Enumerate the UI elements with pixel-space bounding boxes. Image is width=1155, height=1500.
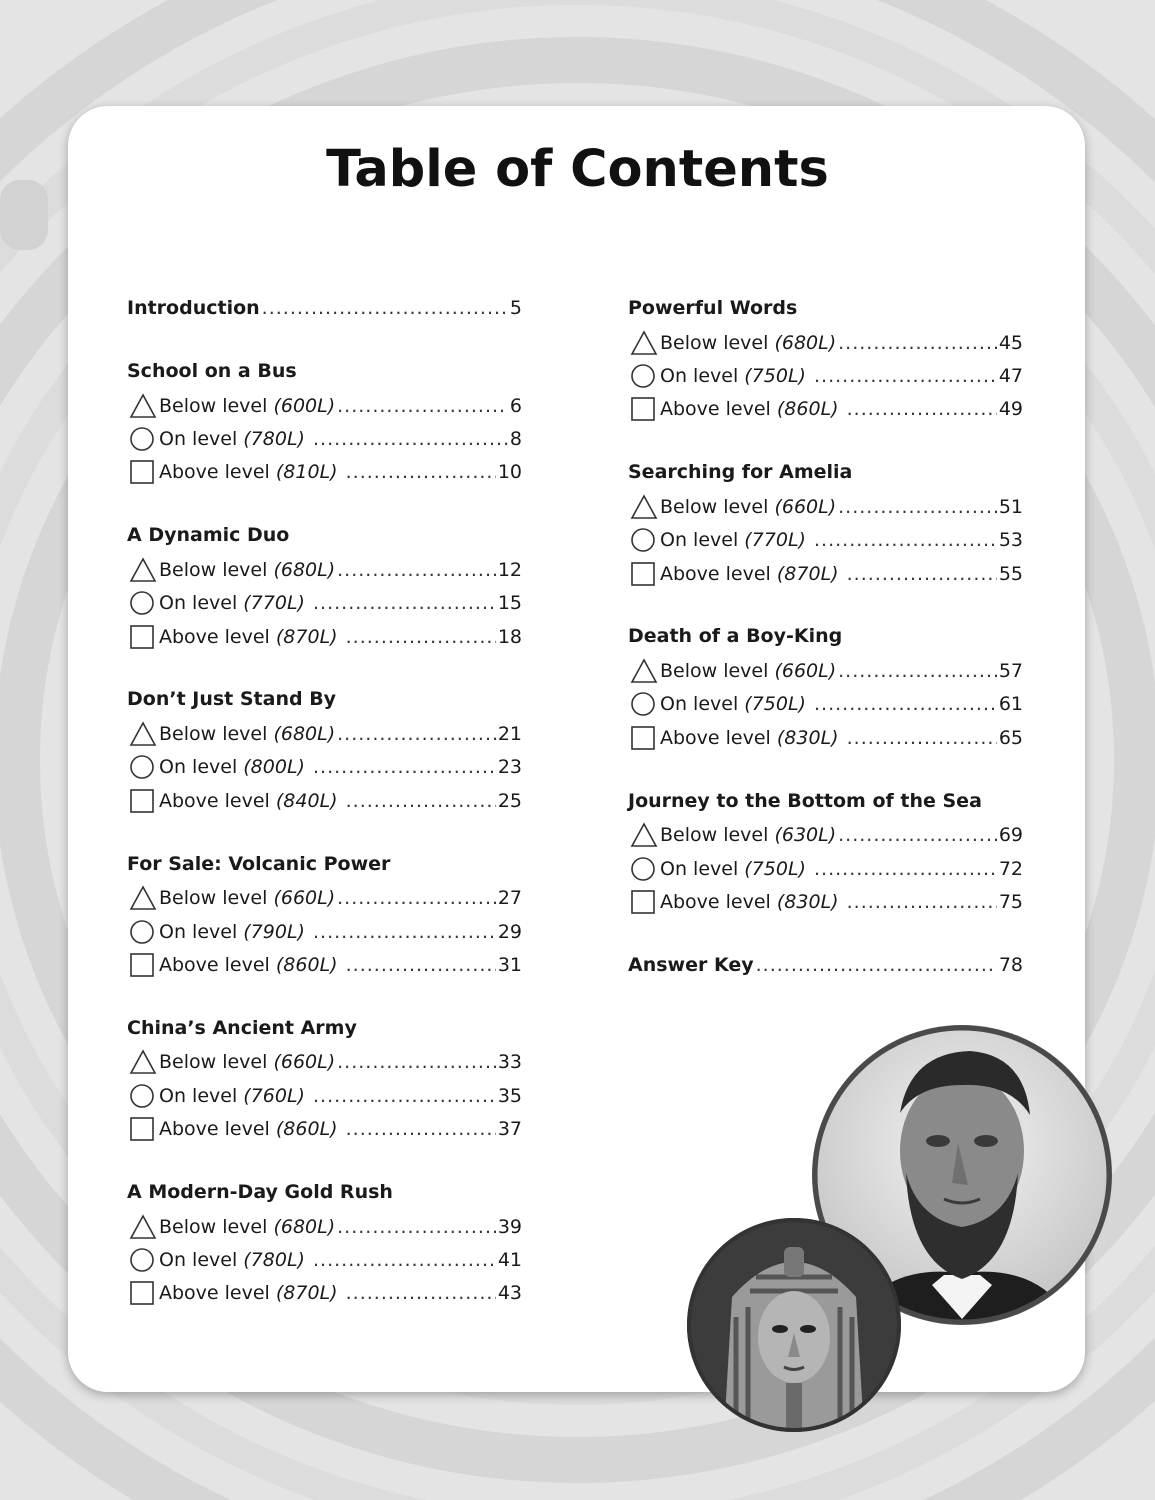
leader-dots	[313, 1249, 496, 1271]
page-number: 53	[998, 529, 1023, 552]
level-name: Above level	[660, 890, 771, 913]
square-icon	[630, 396, 658, 422]
toc-entry-below-level[interactable]	[127, 717, 522, 750]
leader-dots	[847, 891, 997, 913]
section-heading: Searching for Amelia	[628, 461, 853, 484]
level-name: On level	[159, 1248, 238, 1271]
level-shape	[628, 889, 660, 915]
triangle-icon	[630, 494, 658, 520]
entry-label	[660, 693, 806, 715]
circle-icon	[129, 590, 157, 616]
entry-label	[159, 428, 305, 450]
toc-entry-on-level[interactable]	[127, 751, 522, 784]
toc-entry-below-level[interactable]	[127, 1046, 522, 1079]
page-number: 6	[509, 394, 522, 417]
entry-label	[660, 891, 839, 913]
lexile-level: (870L)	[275, 1282, 338, 1305]
triangle-icon	[129, 885, 157, 911]
toc-entry-above-level[interactable]	[628, 885, 1023, 918]
section-heading: A Dynamic Duo	[127, 524, 290, 547]
level-shape	[127, 1214, 159, 1240]
toc-entry-above-level[interactable]	[628, 393, 1023, 426]
lexile-level: (680L)	[273, 558, 336, 581]
leader-dots	[346, 1118, 496, 1140]
level-name: Below level	[159, 394, 268, 417]
entry-label	[159, 790, 338, 812]
page-number: 41	[497, 1248, 522, 1271]
triangle-icon	[630, 658, 658, 684]
entry-label	[159, 921, 305, 943]
section-heading: Journey to the Bottom of the Sea	[628, 789, 982, 812]
section-heading: Don’t Just Stand By	[127, 688, 337, 711]
lexile-level: (680L)	[273, 723, 336, 746]
leader-dots	[838, 496, 997, 518]
leader-dots	[337, 559, 496, 581]
leader-dots	[814, 529, 997, 551]
page-number: 43	[497, 1282, 522, 1305]
entry-label	[660, 496, 836, 518]
square-icon	[630, 725, 658, 751]
section-heading: A Modern-Day Gold Rush	[127, 1180, 393, 1203]
entry-label	[159, 395, 335, 417]
page-number: 37	[497, 1118, 522, 1141]
level-shape	[127, 721, 159, 747]
level-shape	[127, 557, 159, 583]
section-heading: School on a Bus	[127, 360, 297, 382]
level-shape	[127, 1280, 159, 1306]
page-number: 51	[998, 495, 1023, 518]
toc-entry-on-level[interactable]	[628, 852, 1023, 885]
square-icon	[630, 561, 658, 587]
circle-icon	[129, 1083, 157, 1109]
lexile-level: (680L)	[774, 331, 837, 354]
page-number: 69	[998, 824, 1023, 847]
level-name: Below level	[159, 1051, 268, 1074]
lexile-level: (860L)	[776, 398, 839, 421]
square-icon	[129, 624, 157, 650]
page-number: 49	[998, 398, 1023, 421]
level-name: Below level	[660, 331, 769, 354]
toc-entry-above-level[interactable]	[127, 1112, 522, 1145]
entry-label	[660, 727, 839, 749]
toc-entry-above-level[interactable]	[127, 620, 522, 653]
level-name: On level	[159, 428, 238, 451]
circle-icon	[129, 1247, 157, 1273]
leader-dots	[838, 660, 997, 682]
intro-page-number: 5	[509, 297, 522, 319]
toc-entry-above-level[interactable]	[127, 784, 522, 817]
entry-label	[660, 824, 836, 846]
section-spacer	[628, 590, 1023, 621]
triangle-icon	[129, 557, 157, 583]
lexile-level: (750L)	[744, 857, 806, 880]
leader-dots	[838, 332, 997, 354]
lexile-level: (830L)	[776, 726, 839, 749]
section-spacer	[127, 489, 522, 520]
toc-right-column	[628, 293, 1023, 983]
toc-entry-below-level[interactable]	[127, 553, 522, 586]
toc-entry-below-level[interactable]	[628, 819, 1023, 852]
entry-label	[660, 529, 806, 551]
toc-intro-entry[interactable]	[127, 293, 522, 323]
leader-dots	[337, 1216, 496, 1238]
square-icon	[129, 952, 157, 978]
level-shape	[127, 919, 159, 945]
level-shape	[127, 393, 159, 419]
circle-icon	[129, 754, 157, 780]
page-number: 10	[497, 461, 522, 484]
level-name: On level	[660, 365, 739, 388]
level-name: Above level	[159, 789, 270, 812]
toc-entry-below-level[interactable]	[127, 882, 522, 915]
level-shape	[628, 691, 660, 717]
section-spacer	[628, 426, 1023, 457]
entry-label	[660, 563, 839, 585]
level-shape	[127, 952, 159, 978]
leader-dots	[346, 626, 496, 648]
section-spacer	[127, 1310, 522, 1341]
leader-dots	[847, 398, 997, 420]
toc-entry-on-level[interactable]	[127, 915, 522, 948]
level-shape	[628, 494, 660, 520]
entry-label	[159, 626, 338, 648]
section-spacer	[127, 982, 522, 1013]
toc-entry-below-level[interactable]	[628, 490, 1023, 523]
entry-label	[159, 723, 335, 745]
page-number: 8	[509, 428, 522, 451]
toc-entry-on-level[interactable]	[628, 688, 1023, 721]
boy-king-mask-photo	[686, 1217, 902, 1433]
square-icon	[129, 459, 157, 485]
level-shape	[628, 330, 660, 356]
entry-label	[159, 1051, 335, 1073]
page-number: 12	[497, 558, 522, 581]
entry-label	[660, 365, 806, 387]
level-shape	[127, 754, 159, 780]
triangle-icon	[129, 1049, 157, 1075]
toc-entry-on-level[interactable]	[628, 524, 1023, 557]
leader-dots	[262, 297, 508, 319]
section-spacer	[127, 326, 522, 356]
level-name: On level	[159, 1084, 238, 1107]
level-name: Below level	[159, 723, 268, 746]
section-heading: Powerful Words	[628, 297, 798, 319]
section-spacer	[628, 755, 1023, 786]
leader-dots	[814, 858, 997, 880]
lexile-level: (830L)	[776, 890, 839, 913]
triangle-icon	[129, 721, 157, 747]
lexile-level: (750L)	[744, 365, 806, 388]
lexile-level: (790L)	[243, 920, 305, 943]
leader-dots	[838, 824, 997, 846]
level-name: Above level	[159, 1282, 270, 1305]
leader-dots	[814, 693, 997, 715]
lexile-level: (660L)	[774, 660, 837, 683]
page-number: 55	[998, 562, 1023, 585]
entry-label	[660, 858, 806, 880]
lexile-level: (860L)	[275, 1118, 338, 1141]
level-shape	[628, 527, 660, 553]
circle-icon	[129, 919, 157, 945]
page-number: 47	[998, 365, 1023, 388]
level-shape	[127, 1247, 159, 1273]
leader-dots	[313, 756, 496, 778]
page-number: 18	[497, 625, 522, 648]
entry-label	[159, 756, 305, 778]
entry-label	[660, 398, 839, 420]
answer-key-label: Answer Key	[628, 953, 754, 976]
toc-entry-on-level[interactable]	[628, 359, 1023, 392]
lexile-level: (660L)	[774, 495, 837, 518]
level-shape	[628, 561, 660, 587]
page-number: 31	[497, 953, 522, 976]
toc-entry-on-level[interactable]	[127, 1079, 522, 1112]
leader-dots	[313, 428, 508, 450]
lexile-level: (780L)	[243, 428, 305, 451]
entry-label	[159, 1249, 305, 1271]
leader-dots	[313, 1085, 496, 1107]
leader-dots	[337, 1051, 496, 1073]
entry-label	[159, 1216, 335, 1238]
section-spacer	[127, 818, 522, 849]
leader-dots	[346, 954, 496, 976]
level-name: Below level	[159, 887, 268, 910]
lexile-level: (780L)	[243, 1248, 305, 1271]
lexile-level: (800L)	[243, 756, 305, 779]
level-name: On level	[660, 693, 739, 716]
page-number: 21	[497, 723, 522, 746]
page-number: 15	[497, 592, 522, 615]
page-number: 65	[998, 726, 1023, 749]
leader-dots	[756, 954, 997, 976]
toc-left-column	[127, 293, 522, 1341]
page-number: 29	[497, 920, 522, 943]
level-name: On level	[159, 920, 238, 943]
page-number: 33	[497, 1051, 522, 1074]
level-name: Below level	[159, 1215, 268, 1238]
level-shape	[628, 822, 660, 848]
level-shape	[127, 1116, 159, 1142]
intro-label: Introduction	[127, 297, 260, 319]
lexile-level: (870L)	[776, 562, 839, 585]
toc-entry-on-level[interactable]	[127, 422, 522, 455]
level-name: Above level	[159, 1118, 270, 1141]
circle-icon	[630, 856, 658, 882]
level-name: Above level	[159, 461, 270, 484]
entry-label	[159, 461, 338, 483]
triangle-icon	[630, 822, 658, 848]
level-name: Above level	[660, 726, 771, 749]
square-icon	[630, 889, 658, 915]
level-shape	[127, 885, 159, 911]
level-shape	[127, 788, 159, 814]
lexile-level: (770L)	[243, 592, 305, 615]
toc-entry-above-level[interactable]	[628, 721, 1023, 754]
circle-icon	[129, 426, 157, 452]
page-number: 27	[497, 887, 522, 910]
entry-label	[660, 660, 836, 682]
entry-label	[159, 954, 338, 976]
triangle-icon	[630, 330, 658, 356]
leader-dots	[346, 1282, 496, 1304]
toc-entry-above-level[interactable]	[127, 948, 522, 981]
level-shape	[127, 590, 159, 616]
entry-label	[159, 559, 335, 581]
page-number: 72	[998, 857, 1023, 880]
circle-icon	[630, 527, 658, 553]
level-shape	[628, 363, 660, 389]
level-name: On level	[660, 529, 739, 552]
lexile-level: (870L)	[275, 625, 338, 648]
level-name: Below level	[159, 558, 268, 581]
level-name: Above level	[660, 398, 771, 421]
section-heading: China’s Ancient Army	[127, 1016, 357, 1039]
toc-entry-on-level[interactable]	[127, 1243, 522, 1276]
level-shape	[127, 459, 159, 485]
circle-icon	[630, 363, 658, 389]
entry-label	[159, 1118, 338, 1140]
page-number: 25	[497, 789, 522, 812]
level-name: Below level	[660, 495, 769, 518]
level-shape	[628, 658, 660, 684]
entry-label	[159, 592, 305, 614]
lexile-level: (660L)	[273, 1051, 336, 1074]
level-shape	[628, 396, 660, 422]
level-shape	[127, 426, 159, 452]
page-title: Table of Contents	[326, 140, 829, 199]
toc-entry-below-level[interactable]	[127, 1210, 522, 1243]
square-icon	[129, 1280, 157, 1306]
square-icon	[129, 788, 157, 814]
level-name: On level	[159, 592, 238, 615]
page-number: 35	[497, 1084, 522, 1107]
toc-entry-above-level[interactable]	[127, 456, 522, 489]
toc-entry-above-level[interactable]	[127, 1277, 522, 1310]
page-number: 45	[998, 331, 1023, 354]
leader-dots	[847, 563, 997, 585]
lexile-level: (860L)	[275, 953, 338, 976]
level-shape	[628, 725, 660, 751]
entry-label	[159, 887, 335, 909]
toc-answer-key-entry[interactable]	[628, 950, 1023, 980]
circle-icon	[630, 691, 658, 717]
lexile-level: (760L)	[243, 1084, 305, 1107]
page-number: 57	[998, 660, 1023, 683]
level-name: On level	[660, 857, 739, 880]
section-heading: For Sale: Volcanic Power	[127, 852, 391, 875]
lexile-level: (840L)	[275, 789, 338, 812]
leader-dots	[346, 461, 496, 483]
leader-dots	[337, 887, 496, 909]
level-name: Above level	[159, 953, 270, 976]
entry-label	[660, 332, 836, 354]
entry-label	[159, 1085, 305, 1107]
level-shape	[127, 624, 159, 650]
section-spacer	[127, 1146, 522, 1177]
section-heading: Death of a Boy-King	[628, 625, 843, 648]
lexile-level: (630L)	[774, 824, 837, 847]
level-name: Above level	[660, 562, 771, 585]
leader-dots	[337, 723, 496, 745]
leader-dots	[313, 592, 496, 614]
toc-entry-above-level[interactable]	[628, 557, 1023, 590]
toc-entry-below-level[interactable]	[628, 654, 1023, 687]
page-number: 61	[998, 693, 1023, 716]
leader-dots	[847, 727, 997, 749]
level-shape	[127, 1049, 159, 1075]
level-name: Above level	[159, 625, 270, 648]
level-name: Below level	[660, 660, 769, 683]
toc-entry-below-level[interactable]	[628, 326, 1023, 359]
page-number: 39	[497, 1215, 522, 1238]
level-shape	[127, 1083, 159, 1109]
toc-entry-below-level[interactable]	[127, 389, 522, 422]
section-spacer	[127, 653, 522, 684]
leader-dots	[337, 395, 508, 417]
lexile-level: (660L)	[273, 887, 336, 910]
level-name: On level	[159, 756, 238, 779]
leader-dots	[313, 921, 496, 943]
answer-key-page-number: 78	[998, 953, 1023, 976]
triangle-icon	[129, 393, 157, 419]
entry-label	[159, 1282, 338, 1304]
level-name: Below level	[660, 824, 769, 847]
lexile-level: (680L)	[273, 1215, 336, 1238]
page-number: 75	[998, 890, 1023, 913]
leader-dots	[814, 365, 997, 387]
lexile-level: (810L)	[275, 461, 338, 484]
lexile-level: (750L)	[744, 693, 806, 716]
level-shape	[628, 856, 660, 882]
page-number: 23	[497, 756, 522, 779]
section-spacer	[628, 919, 1023, 950]
triangle-icon	[129, 1214, 157, 1240]
toc-entry-on-level[interactable]	[127, 587, 522, 620]
lexile-level: (600L)	[273, 394, 336, 417]
square-icon	[129, 1116, 157, 1142]
lexile-level: (770L)	[744, 529, 806, 552]
leader-dots	[346, 790, 496, 812]
